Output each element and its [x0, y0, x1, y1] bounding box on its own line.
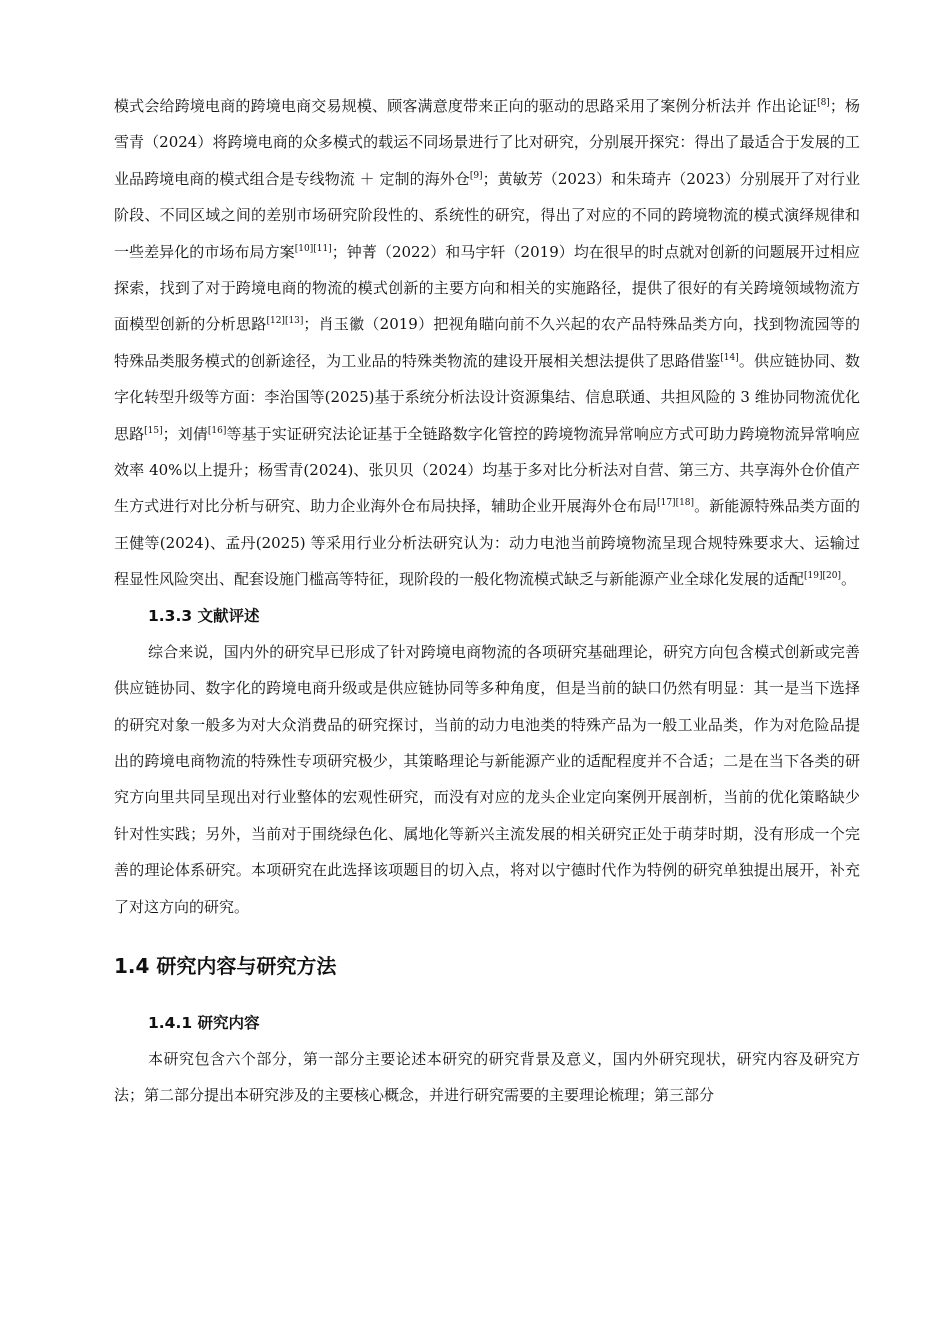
- citation-ref: [17][18]: [657, 498, 695, 509]
- citation-ref: [8]: [817, 98, 830, 108]
- citation-ref: [15]: [144, 425, 163, 436]
- text-run: 。供应链协同、数字化转型升级等方面：李治国等(2025)基于系统分析法设计资源集结、信息联通、共担风险的 3 维协同物流优化思路: [114, 351, 860, 443]
- heading-1-3-3: 1.3.3 文献评述: [148, 606, 260, 625]
- text-run: ；杨雪青（2024）将跨境电商的众多模式的载运不同场景进行了比对研究，分别展开探究：得出了最适合于发展的工业品跨境电商的模式组合是专线物流 ＋ 定制的海外仓: [114, 97, 860, 188]
- body-paragraph-literature-review-continued: [114, 88, 860, 598]
- body-paragraph-research-content: 本研究包含六个部分，第一部分主要论述本研究的研究背景及意义，国内外研究现状，研究内容及研究方法；第二部分提出本研究涉及的主要核心概念，并进行研究需要的主要理论梳理；第三部分: [114, 1049, 860, 1105]
- citation-ref: [10][11]: [294, 243, 332, 254]
- document-page: [114, 88, 860, 1114]
- text-run: ；钟菁（2022）和马宇轩（2019）均在很早的时点就对创新的问题展开过相应探索，找到了对于跨境电商的物流的模式创新的主要方向和相关的实施路径，提供了很好的有关跨境领域物流方面模型创新的分析思路: [114, 242, 860, 334]
- text-run: 模式会给跨境电商的跨境电商交易规模、顾客满意度带来正向的驱动的思路采用了案例分析法并 作出论证: [114, 97, 818, 115]
- text-run: ；黄敏芳（2023）和朱琦卉（2023）分别展开了对行业阶段、不同区域之间的差别市场研究阶段性的、系统性的研究，得出了对应的不同的跨境物流的模式演绎规律和一些差异化的市场布局方案: [114, 169, 860, 261]
- text-run: 。新能源特殊品类方面的王健等(2024)、孟丹(2025) 等采用行业分析法研究认为：动力电池当前跨境物流呈现合规特殊要求大、运输过程显性风险突出、配套设施门槛高等特征，现阶段的一般化物流模式缺乏与新能源产业全球化发展的适配: [114, 497, 860, 589]
- citation-ref: [19][20]: [804, 571, 841, 582]
- citation-ref: [12][13]: [266, 316, 304, 327]
- body-paragraph-review: 综合来说，国内外的研究早已形成了针对跨境电商物流的各项研究基础理论，研究方向包含模式创新或完善供应链协同、数字化的跨境电商升级或是供应链协同等多种角度，但是当前的缺口仍然有明显：其一是当下选择的研究对象一般多为对大众消费品的研究探讨，当前的动力电池类的特殊产品为一般工业品类，作为对危险品提出的跨境电商物流的特殊性专项研究极少，其策略理论与新能源产业的适配程度并不合适；二是在当下各类的研究方向里共同呈现出对行业整体的宏观性研究，而没有对应的龙头企业定向案例开展剖析，当前的优化策略缺少针对性实践；另外，当前对于围绕绿色化、属地化等新兴主流发展的相关研究正处于萌芽时期，没有形成一个完善的理论体系研究。本项研究在此选择该项题目的切入点，将对以宁德时代作为特例的研究单独提出展开，补充了对这方向的研究。: [114, 642, 860, 916]
- text-run: ；肖玉徽（2019）把视角瞄向前不久兴起的农产品特殊品类方向，找到物流园等的特殊品类服务模式的创新途径，为工业品的特殊类物流的建设开展相关想法提供了思路借鉴: [114, 315, 860, 370]
- citation-ref: [14]: [720, 352, 739, 363]
- text-run: 。: [840, 570, 856, 589]
- text-run: ；刘倩: [162, 424, 208, 443]
- text-run: 等基于实证研究法论证基于全链路数字化管控的跨境物流异常响应方式可助力跨境物流异常响应效率 40%以上提升；杨雪青(2024)、张贝贝（2024）均基于多对比分析法对自营、第三方、共享海外仓价值产生方式进行对比分析与研究、助力企业海外仓布局抉择，辅助企业开展海外仓布局: [114, 424, 860, 516]
- heading-1-4-1: 1.4.1 研究内容: [148, 1013, 260, 1032]
- heading-1-4: 1.4 研究内容与研究方法: [114, 953, 337, 978]
- citation-ref: [16]: [207, 425, 227, 436]
- citation-ref: [9]: [469, 170, 483, 181]
